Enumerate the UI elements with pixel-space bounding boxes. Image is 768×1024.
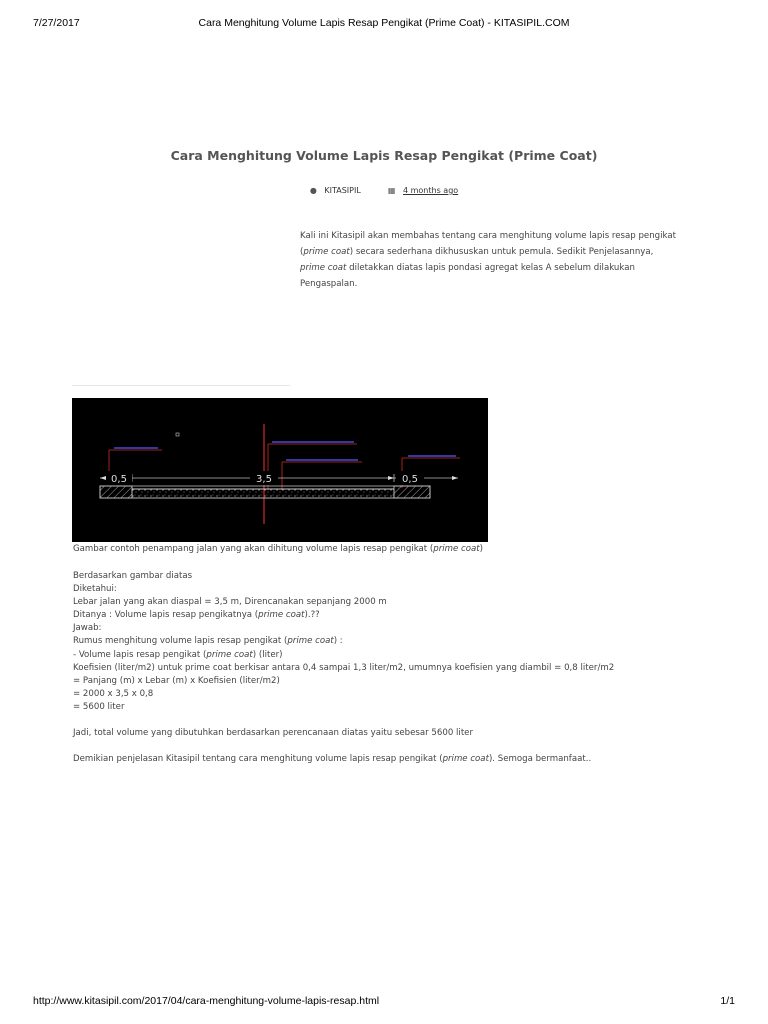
body-line: Ditanya : Volume lapis resap pengikatnya (prime coat).?? <box>73 610 320 621</box>
date-link[interactable]: 4 months ago <box>402 186 459 195</box>
body-line: Lebar jalan yang akan diaspal = 3,5 m, Direncanakan sepanjang 2000 m <box>73 597 387 608</box>
print-header <box>0 17 768 31</box>
body-line: = 5600 liter <box>73 701 125 712</box>
print-page-number: 1/1 <box>720 995 735 1007</box>
body-line: = 2000 x 3,5 x 0,8 <box>73 688 154 699</box>
article-meta <box>0 186 768 195</box>
body-line: Jadi, total volume yang dibutuhkan berdasarkan perencanaan diatas yaitu sebesar 5600 liter <box>73 728 474 739</box>
dim-right-label: 0,5 <box>402 474 418 485</box>
body-line: Koefisien (liter/m2) untuk prime coat berkisar antara 0,4 sampai 1,3 liter/m2, umumnya koefisien yang diambil = 0,8 liter/m2 <box>73 662 615 673</box>
print-date: 7/27/2017 <box>33 17 80 29</box>
print-page-title: Cara Menghitung Volume Lapis Resap Pengikat (Prime Coat) - KITASIPIL.COM <box>198 17 570 29</box>
body-line: Berdasarkan gambar diatas <box>73 571 193 581</box>
print-footer <box>0 995 768 1009</box>
diagram-caption: Gambar contoh penampang jalan yang akan dihitung volume lapis resap pengikat (prime coat) <box>73 544 483 554</box>
intro-text-1: Kali ini Kitasipil akan membahas tentang cara menghitung volume lapis resap pengikat ( <box>300 231 676 257</box>
intro-paragraph <box>300 228 678 292</box>
intro-emphasis-1: prime coat <box>303 247 350 257</box>
article-title: Cara Menghitung Volume Lapis Resap Pengikat (Prime Coat) <box>170 148 598 163</box>
separator <box>72 385 290 386</box>
dim-left-label: 0,5 <box>111 474 127 485</box>
road-cross-section-diagram <box>72 398 488 542</box>
intro-text-2: ) secara sederhana dikhususkan untuk pemula. Sedikit Penjelasannya, <box>349 247 654 257</box>
body-line: - Volume lapis resap pengikat (prime coat) (liter) <box>73 649 283 660</box>
aggregate-base-layer <box>132 489 394 498</box>
intro-text-3: diletakkan diatas lapis pondasi agregat kelas A sebelum dilakukan Pengaspalan. <box>300 263 635 289</box>
author-link[interactable]: KITASIPIL <box>324 186 361 195</box>
user-icon: ● <box>309 186 317 195</box>
print-url: http://www.kitasipil.com/2017/04/cara-menghitung-volume-lapis-resap.html <box>33 995 380 1007</box>
body-line: = Panjang (m) x Lebar (m) x Koefisien (liter/m2) <box>73 675 280 686</box>
shoulder-left <box>100 486 132 498</box>
body-line: Diketahui: <box>73 584 117 595</box>
body-line: Jawab: <box>73 623 102 634</box>
calendar-icon: ▦ <box>387 186 396 195</box>
dim-center-label: 3,5 <box>256 474 272 485</box>
shoulder-right <box>394 486 430 498</box>
body-line: Demikian penjelasan Kitasipil tentang cara menghitung volume lapis resap pengikat (prime coat). Semoga bermanfaat.. <box>73 754 592 765</box>
article-body <box>73 570 723 766</box>
body-line: Rumus menghitung volume lapis resap pengikat (prime coat) : <box>73 636 343 647</box>
diagram-svg <box>72 398 488 542</box>
intro-emphasis-2: prime coat <box>300 263 347 273</box>
